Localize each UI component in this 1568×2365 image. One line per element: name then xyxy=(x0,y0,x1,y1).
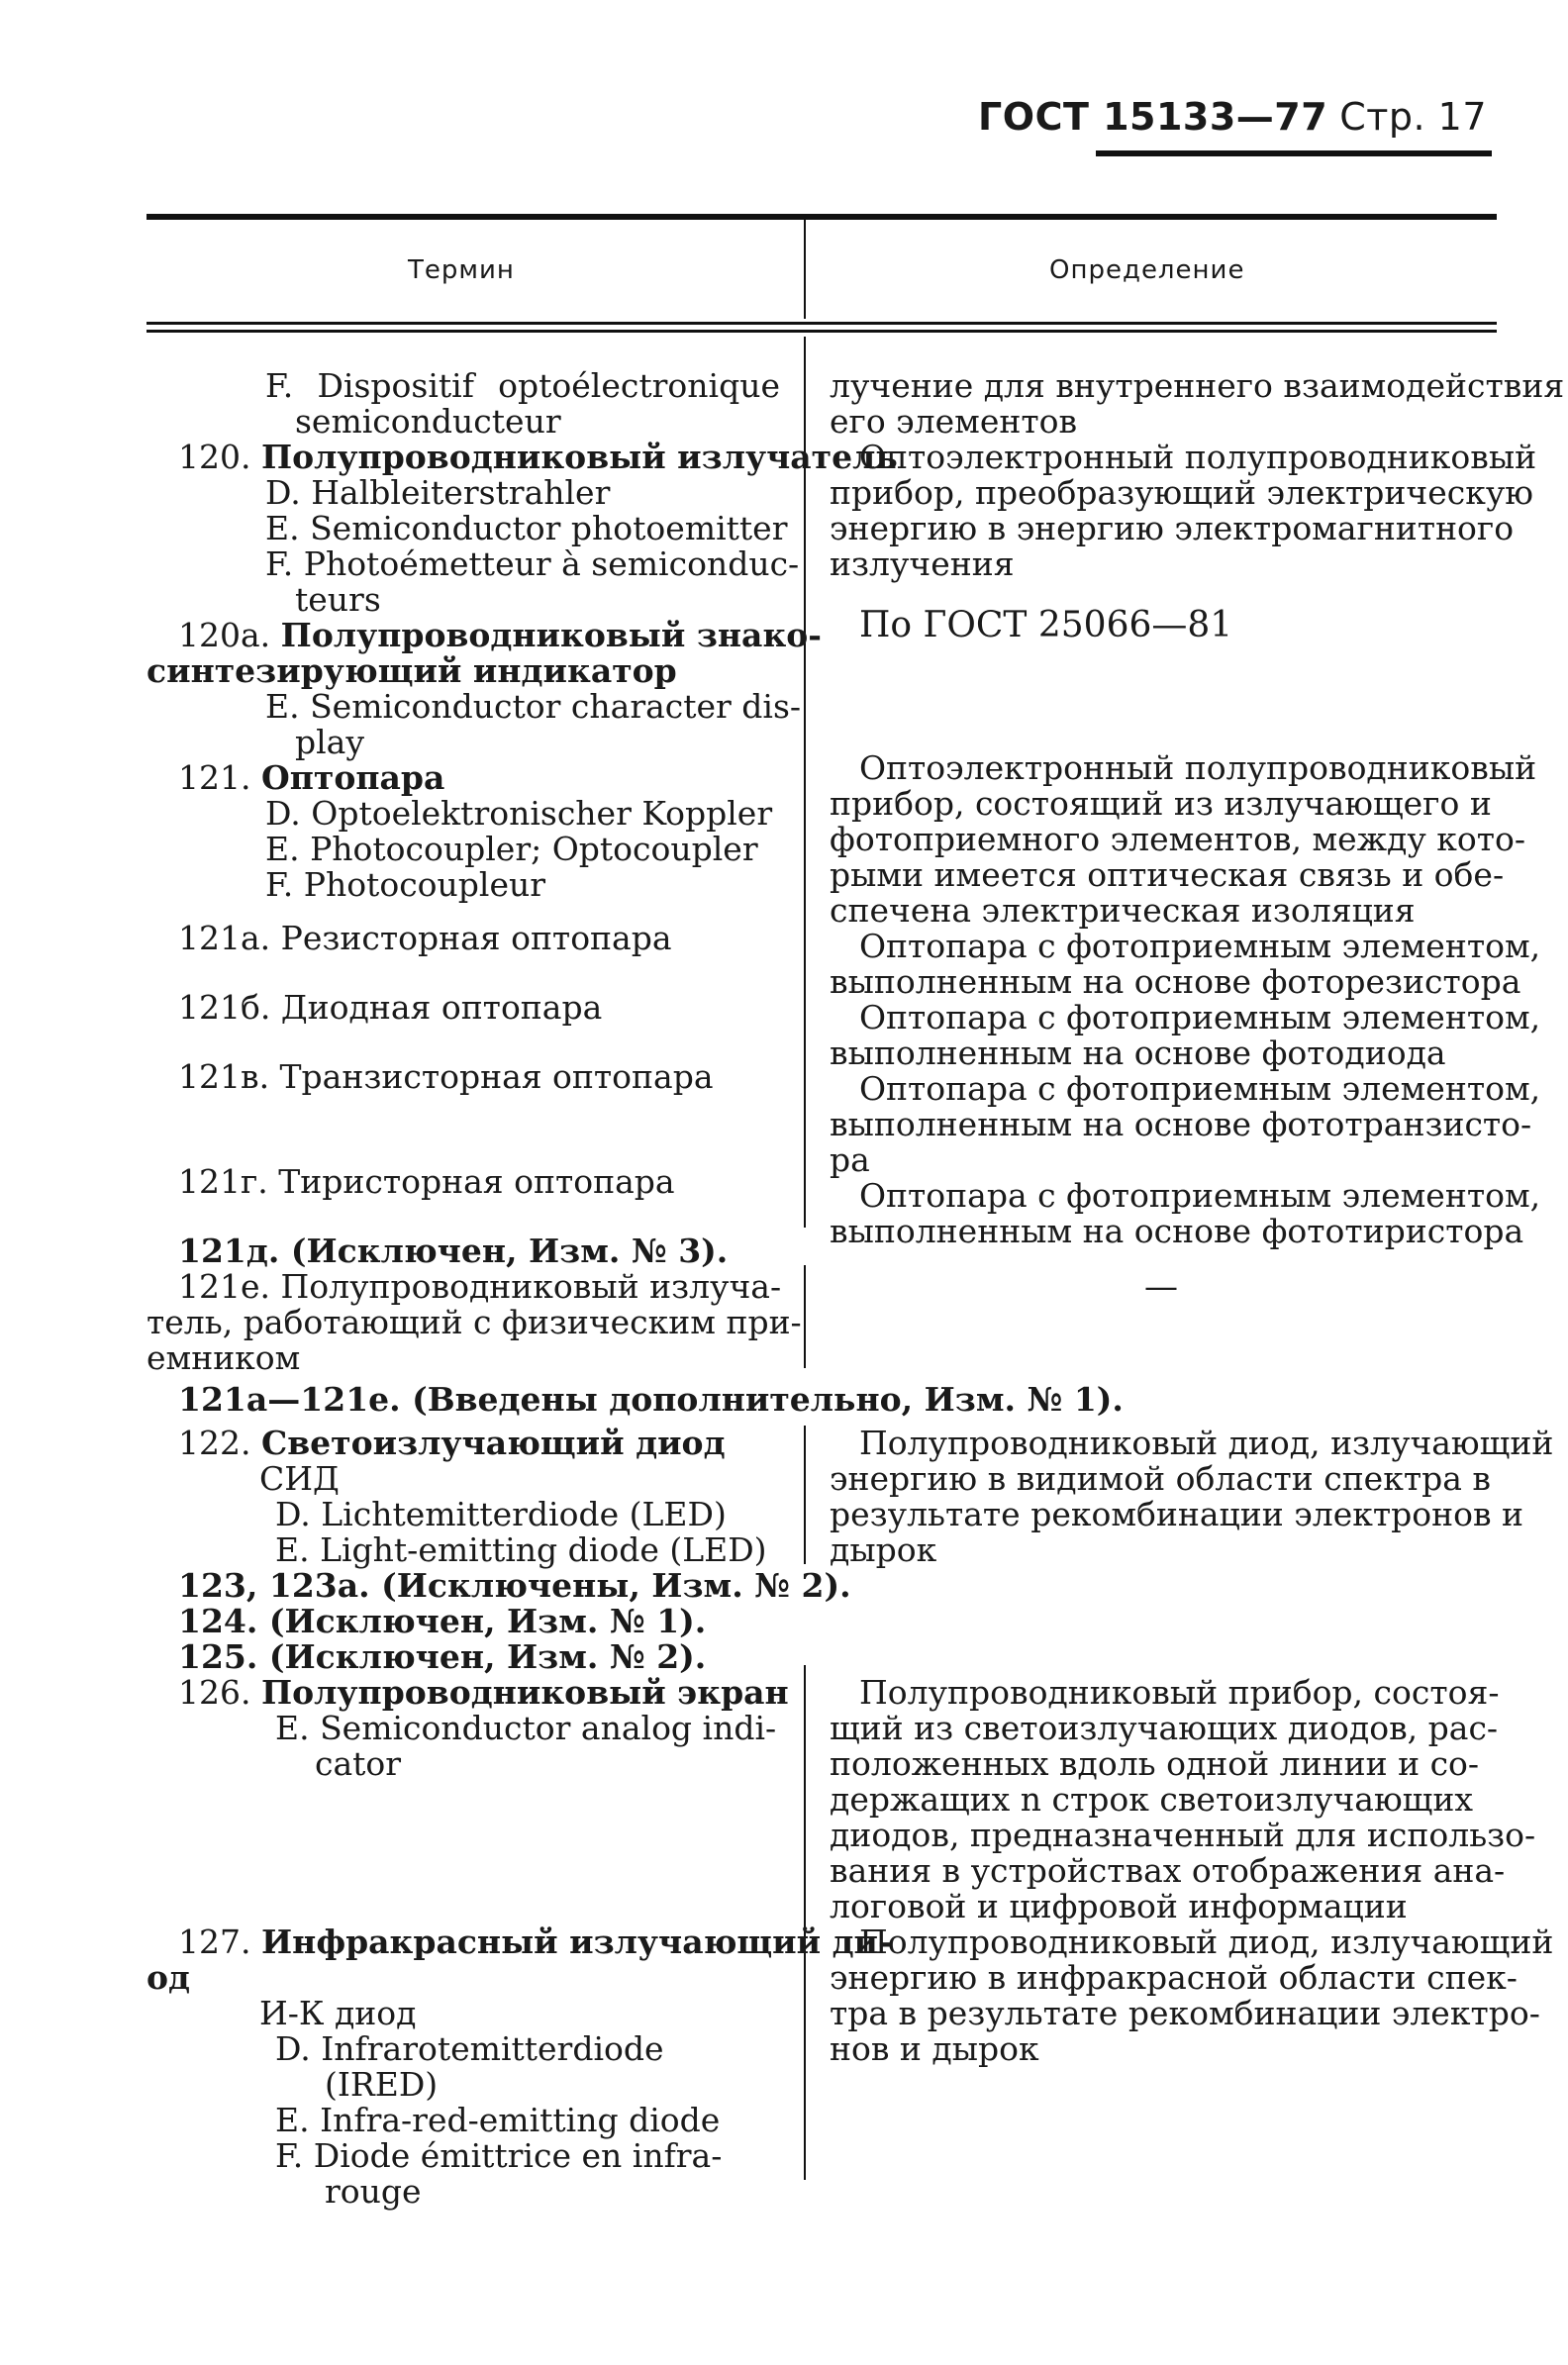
term-121b: 121б. Диодная оптопара xyxy=(178,988,603,1027)
term-line: од xyxy=(147,1958,191,1997)
page-header xyxy=(978,95,1487,139)
definition-line: выполненным на основе фоторезистора xyxy=(830,962,1521,1001)
term-line: E. Semiconductor analog indi- xyxy=(275,1709,777,1747)
definition-121v: Оптопара с фотоприемным элементом, xyxy=(859,1069,1541,1108)
header-double-rule-top xyxy=(147,322,1497,325)
term-line: teurs xyxy=(295,580,381,619)
term-line: E. Photocoupler; Optocoupler xyxy=(265,830,758,868)
header-double-rule-bottom xyxy=(147,330,1497,333)
definition-line: прибор, преобразующий электрическую xyxy=(830,473,1534,512)
definition-line: спечена электрическая изоляция xyxy=(830,891,1416,930)
term-line: F. Photocoupleur xyxy=(265,865,546,904)
term-line: E. Semiconductor character dis- xyxy=(265,687,802,726)
term-line: D. Optoelektronischer Koppler xyxy=(265,794,773,833)
term-line: тель, работающий с физическим при- xyxy=(147,1303,802,1341)
term-121a: 121а. Резисторная оптопара xyxy=(178,919,672,957)
term-line: semiconducteur xyxy=(295,402,561,441)
term-121d: 121д. (Исключен, Изм. № 3). xyxy=(178,1232,729,1270)
term-121: 121. Оптопара xyxy=(178,758,445,797)
definition-line: выполненным на основе фототранзисто- xyxy=(830,1105,1532,1143)
definition-120: Оптоэлектронный полупроводниковый xyxy=(859,438,1537,476)
term-121g: 121г. Тиристорная оптопара xyxy=(178,1162,675,1201)
term-120: 120. Полупроводниковый излучатель xyxy=(178,438,898,476)
term-abbreviation: СИД xyxy=(259,1459,340,1498)
term-line: rouge xyxy=(325,2172,422,2211)
term-line: F. Photoémetteur à semiconduc- xyxy=(265,544,800,583)
table-top-rule xyxy=(147,214,1497,220)
definition-line: результате рекомбинации электронов и xyxy=(830,1495,1524,1533)
page-number: Стр. 17 xyxy=(1339,95,1487,139)
term-124: 124. (Исключен, Изм. № 1). xyxy=(178,1602,707,1640)
column-header-definition: Определение xyxy=(1049,255,1245,285)
term-127: 127. Инфракрасный излучающий ди- xyxy=(178,1922,892,1961)
definition-line: логовой и цифровой информации xyxy=(830,1887,1408,1925)
term-line: E. Light-emitting diode (LED) xyxy=(275,1530,767,1569)
term-line: D. Halbleiterstrahler xyxy=(265,473,611,512)
definition-line: фотоприемного элементов, между кото- xyxy=(830,820,1526,858)
definition-line: прибор, состоящий из излучающего и xyxy=(830,784,1492,823)
term-line: F. Dispositif optoélectronique xyxy=(265,366,780,405)
term-126: 126. Полупроводниковый экран xyxy=(178,1673,789,1712)
definition-line: нов и дырок xyxy=(830,2029,1039,2068)
term-120a: 120а. Полупроводниковый знако- xyxy=(178,616,822,654)
definition-line: держащих n строк светоизлучающих xyxy=(830,1780,1473,1819)
definition-121: Оптоэлектронный полупроводниковый xyxy=(859,748,1537,787)
column-divider xyxy=(804,1426,806,1564)
term-line: емником xyxy=(147,1338,301,1377)
term-line: D. Lichtemitterdiode (LED) xyxy=(275,1495,727,1533)
term-122: 122. Светоизлучающий диод xyxy=(178,1424,726,1462)
standard-number: ГОСТ 15133—77 xyxy=(978,95,1328,139)
term-line: play xyxy=(295,723,364,761)
term-line: E. Infra-red-emitting diode xyxy=(275,2101,721,2139)
definition-line: его элементов xyxy=(830,402,1078,441)
definition-line: выполненным на основе фототиристора xyxy=(830,1212,1524,1250)
definition-line: тра в результате рекомбинации электро- xyxy=(830,1994,1540,2032)
definition-line: дырок xyxy=(830,1530,937,1569)
definition-line: выполненным на основе фотодиода xyxy=(830,1034,1446,1072)
definition-line: положенных вдоль одной линии и со- xyxy=(830,1744,1480,1783)
definition-line: энергию в инфракрасной области спек- xyxy=(830,1958,1518,1997)
column-header-term: Термин xyxy=(408,255,515,285)
definition-line: щий из светоизлучающих диодов, рас- xyxy=(830,1709,1499,1747)
definition-121b: Оптопара с фотоприемным элементом, xyxy=(859,998,1541,1036)
definition-121e-dash: — xyxy=(1144,1267,1178,1307)
term-line: (IRED) xyxy=(325,2065,439,2104)
definition-line: вания в устройствах отображения ана- xyxy=(830,1851,1506,1890)
definition-126: Полупроводниковый прибор, состоя- xyxy=(859,1673,1500,1712)
column-divider xyxy=(804,1265,806,1368)
term-line: E. Semiconductor photoemitter xyxy=(265,509,788,547)
definition-121a: Оптопара с фотоприемным элементом, xyxy=(859,927,1541,965)
term-121e: 121е. Полупроводниковый излуча- xyxy=(178,1267,782,1306)
definition-line: лучение для внутреннего взаимодействия xyxy=(830,366,1565,405)
definition-line: излучения xyxy=(830,544,1015,583)
definition-line: диодов, предназначенный для использо- xyxy=(830,1816,1536,1854)
term-line: cator xyxy=(315,1744,402,1783)
definition-line: энергию в энергию электромагнитного xyxy=(830,509,1515,547)
definition-120a: По ГОСТ 25066—81 xyxy=(859,605,1233,645)
term-121v: 121в. Транзисторная оптопара xyxy=(178,1057,714,1096)
definition-line: энергию в видимой области спектра в xyxy=(830,1459,1491,1498)
column-divider xyxy=(804,220,806,319)
definition-line: ра xyxy=(830,1140,870,1179)
definition-127: Полупроводниковый диод, излучающий xyxy=(859,1922,1554,1961)
term-abbreviation: И-К диод xyxy=(259,1994,417,2032)
term-line: синтезирующий индикатор xyxy=(147,651,677,690)
definition-122: Полупроводниковый диод, излучающий xyxy=(859,1424,1554,1462)
header-underline xyxy=(1096,150,1492,156)
definition-line: рыми имеется оптическая связь и обе- xyxy=(830,855,1505,894)
term-125: 125. (Исключен, Изм. № 2). xyxy=(178,1637,707,1676)
term-line: F. Diode émittrice en infra- xyxy=(275,2136,723,2175)
definition-121g: Оптопара с фотоприемным элементом, xyxy=(859,1176,1541,1215)
note-121a-121e: 121а—121е. (Введены дополнительно, Изм. № 1). xyxy=(178,1380,1124,1419)
term-line: D. Infrarotemitterdiode xyxy=(275,2029,664,2068)
term-123: 123, 123а. (Исключены, Изм. № 2). xyxy=(178,1566,851,1605)
